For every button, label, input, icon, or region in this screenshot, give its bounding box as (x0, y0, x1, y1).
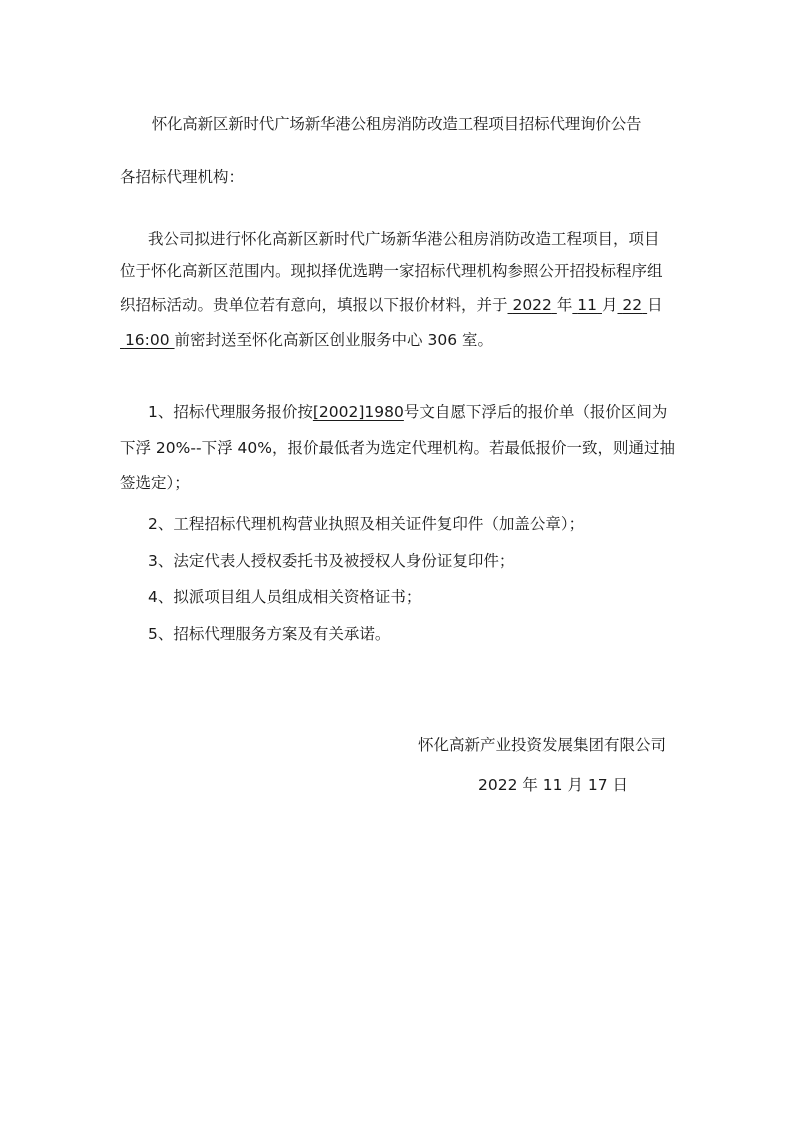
item-1-line-1: 1、招标代理服务报价按[2002]1980号文自愿下浮后的报价单（报价区间为 (148, 403, 668, 421)
signature-date: 2022 年 11 月 17 日 (478, 776, 629, 794)
salutation: 各招标代理机构： (120, 168, 245, 186)
intro-line-3 (120, 294, 663, 316)
item-3: 3、法定代表人授权委托书及被授权人身份证复印件； (148, 552, 515, 570)
item-5: 5、招标代理服务方案及有关承诺。 (148, 625, 391, 643)
intro-line-3-text: 织招标活动。贵单位若有意向，填报以下报价材料，并于 (120, 296, 508, 314)
intro-line-4 (120, 329, 493, 351)
item-1-line-3: 签选定）； (120, 474, 190, 492)
year-unit: 年 (556, 296, 573, 314)
signature-company: 怀化高新产业投资发展集团有限公司 (418, 736, 667, 754)
deadline-month: 11 (577, 296, 598, 314)
intro-line-2: 位于怀化高新区范围内。现拟择优选聘一家招标代理机构参照公开招投标程序组 (120, 262, 663, 280)
deadline-day: 22 (622, 296, 643, 314)
doc-reference: [2002]1980 (312, 403, 404, 421)
notice-title: 怀化高新区新时代广场新华港公租房消防改造工程项目招标代理询价公告 (151, 115, 642, 133)
item-2: 2、工程招标代理机构营业执照及相关证件复印件（加盖公章）； (148, 515, 585, 533)
item-4: 4、拟派项目组人员组成相关资格证书； (148, 588, 422, 606)
deadline-time: 16:00 (124, 331, 170, 349)
intro-line-1: 我公司拟进行怀化高新区新时代广场新华港公租房消防改造工程项目，项目 (148, 230, 660, 248)
item-1-line-2: 下浮 20%--下浮 40%，报价最低者为选定代理机构。若最低报价一致，则通过抽 (120, 439, 675, 457)
intro-line-4-text: 前密封送至怀化高新区创业服务中心 306 室。 (174, 331, 493, 349)
day-unit: 日 (647, 296, 663, 314)
month-unit: 月 (601, 296, 618, 314)
deadline-year: 2022 (512, 296, 552, 314)
